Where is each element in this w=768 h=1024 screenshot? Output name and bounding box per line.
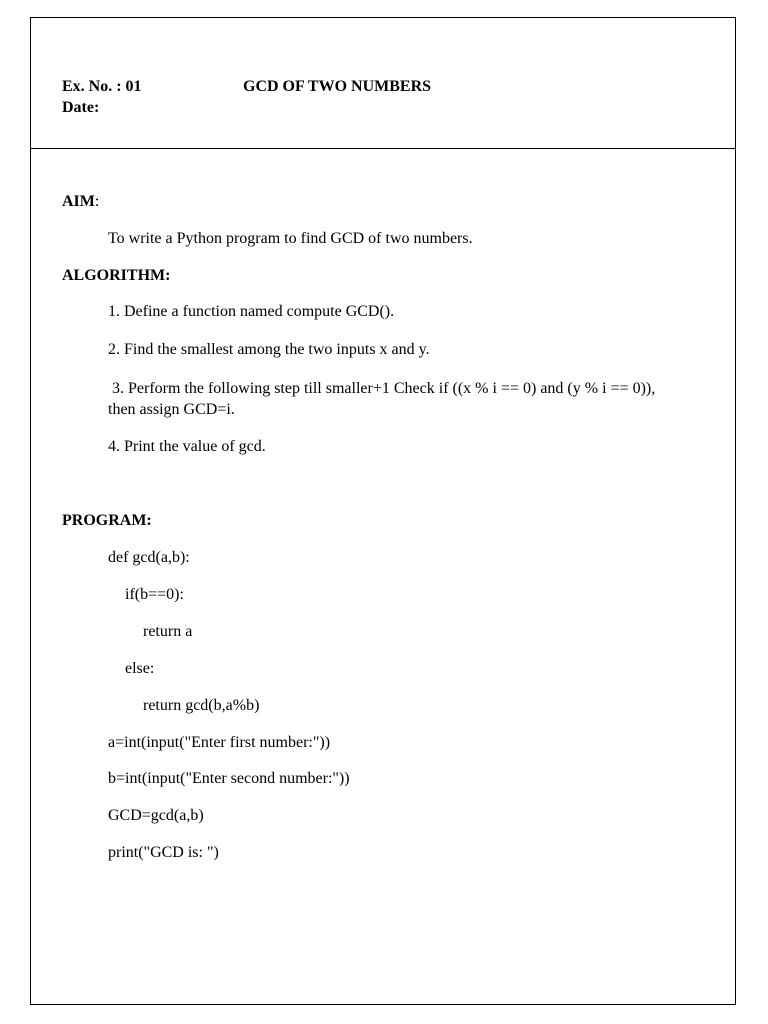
code-line: return a (143, 623, 193, 640)
algorithm-heading: ALGORITHM: (62, 267, 171, 284)
exercise-number: Ex. No. : 01 (62, 78, 142, 95)
code-line: print("GCD is: ") (108, 844, 219, 861)
code-line: else: (125, 660, 155, 677)
algorithm-step-continued: then assign GCD=i. (108, 401, 235, 418)
aim-colon: : (94, 193, 100, 210)
algorithm-step: 1. Define a function named compute GCD(). (108, 303, 395, 320)
page-title: GCD OF TWO NUMBERS (243, 78, 432, 95)
algorithm-step: 4. Print the value of gcd. (108, 438, 266, 455)
code-line: if(b==0): (125, 586, 184, 603)
code-line: return gcd(b,a%b) (143, 697, 260, 714)
code-line: b=int(input("Enter second number:")) (108, 770, 350, 787)
aim-heading: AIM (62, 193, 95, 210)
header-divider (30, 148, 736, 149)
code-line: GCD=gcd(a,b) (108, 807, 204, 824)
algorithm-step: 3. Perform the following step till smaller+1 Check if ((x % i == 0) and (y % i == 0)), (112, 380, 656, 397)
code-line: def gcd(a,b): (108, 549, 190, 566)
aim-text: To write a Python program to find GCD of two numbers. (108, 230, 473, 247)
program-heading: PROGRAM: (62, 512, 152, 529)
aim-heading-line (62, 192, 99, 212)
algorithm-step: 2. Find the smallest among the two inputs x and y. (108, 341, 430, 358)
code-line: a=int(input("Enter first number:")) (108, 734, 331, 751)
date-label: Date: (62, 99, 100, 116)
